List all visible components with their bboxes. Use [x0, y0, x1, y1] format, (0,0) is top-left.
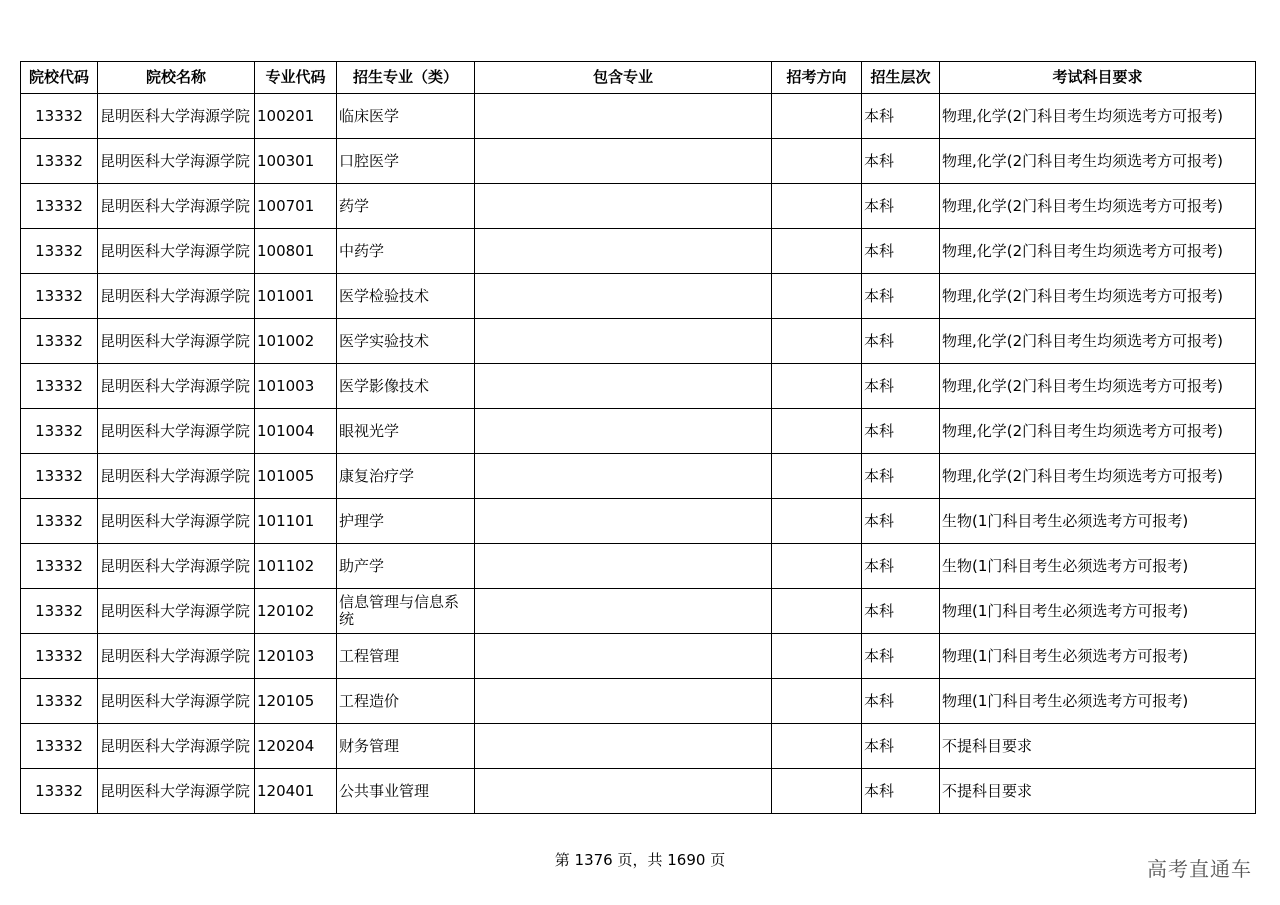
- cell-school-code: 13332: [21, 634, 98, 679]
- table-row: [21, 724, 1256, 769]
- table-row: [21, 634, 1256, 679]
- cell-major-code: 101003: [255, 364, 337, 409]
- table-row: [21, 544, 1256, 589]
- cell-direction: [772, 94, 862, 139]
- cell-level: 本科: [862, 724, 940, 769]
- cell-major: 护理学: [337, 499, 475, 544]
- cell-major: 财务管理: [337, 724, 475, 769]
- header-included-majors: 包含专业: [475, 62, 772, 94]
- cell-included-majors: [475, 589, 772, 634]
- cell-major-code: 120102: [255, 589, 337, 634]
- cell-direction: [772, 364, 862, 409]
- cell-school-code: 13332: [21, 544, 98, 589]
- cell-major: 医学检验技术: [337, 274, 475, 319]
- cell-major-code: 101002: [255, 319, 337, 364]
- cell-school-name: 昆明医科大学海源学院: [98, 274, 255, 319]
- header-school-name: 院校名称: [98, 62, 255, 94]
- cell-major: 药学: [337, 184, 475, 229]
- cell-school-code: 13332: [21, 274, 98, 319]
- cell-included-majors: [475, 499, 772, 544]
- cell-direction: [772, 274, 862, 319]
- header-row: [21, 62, 1256, 94]
- cell-level: 本科: [862, 454, 940, 499]
- cell-level: 本科: [862, 679, 940, 724]
- cell-school-name: 昆明医科大学海源学院: [98, 319, 255, 364]
- header-school-code: 院校代码: [21, 62, 98, 94]
- admissions-table-container: [20, 61, 1255, 814]
- cell-direction: [772, 769, 862, 814]
- cell-school-name: 昆明医科大学海源学院: [98, 679, 255, 724]
- cell-requirement: 物理,化学(2门科目考生均须选考方可报考): [940, 94, 1256, 139]
- cell-direction: [772, 184, 862, 229]
- table-row: [21, 364, 1256, 409]
- cell-included-majors: [475, 769, 772, 814]
- cell-school-code: 13332: [21, 229, 98, 274]
- header-major-code: 专业代码: [255, 62, 337, 94]
- cell-school-name: 昆明医科大学海源学院: [98, 634, 255, 679]
- table-row: [21, 589, 1256, 634]
- cell-level: 本科: [862, 319, 940, 364]
- cell-included-majors: [475, 94, 772, 139]
- cell-direction: [772, 454, 862, 499]
- cell-requirement: 物理,化学(2门科目考生均须选考方可报考): [940, 409, 1256, 454]
- cell-school-code: 13332: [21, 679, 98, 724]
- cell-major: 工程造价: [337, 679, 475, 724]
- cell-level: 本科: [862, 274, 940, 319]
- cell-level: 本科: [862, 589, 940, 634]
- cell-school-name: 昆明医科大学海源学院: [98, 544, 255, 589]
- header-major: 招生专业（类）: [337, 62, 475, 94]
- table-row: [21, 184, 1256, 229]
- header-requirement: 考试科目要求: [940, 62, 1256, 94]
- cell-major-code: 101005: [255, 454, 337, 499]
- cell-school-code: 13332: [21, 409, 98, 454]
- cell-direction: [772, 724, 862, 769]
- cell-school-name: 昆明医科大学海源学院: [98, 724, 255, 769]
- cell-level: 本科: [862, 229, 940, 274]
- cell-requirement: 物理,化学(2门科目考生均须选考方可报考): [940, 229, 1256, 274]
- cell-direction: [772, 229, 862, 274]
- cell-included-majors: [475, 679, 772, 724]
- cell-level: 本科: [862, 634, 940, 679]
- cell-school-name: 昆明医科大学海源学院: [98, 454, 255, 499]
- cell-requirement: 物理,化学(2门科目考生均须选考方可报考): [940, 139, 1256, 184]
- table-row: [21, 229, 1256, 274]
- cell-level: 本科: [862, 364, 940, 409]
- cell-school-name: 昆明医科大学海源学院: [98, 409, 255, 454]
- cell-major: 口腔医学: [337, 139, 475, 184]
- cell-major: 临床医学: [337, 94, 475, 139]
- cell-major-code: 101001: [255, 274, 337, 319]
- cell-major: 眼视光学: [337, 409, 475, 454]
- cell-included-majors: [475, 409, 772, 454]
- table-row: [21, 94, 1256, 139]
- cell-requirement: 生物(1门科目考生必须选考方可报考): [940, 544, 1256, 589]
- cell-school-name: 昆明医科大学海源学院: [98, 589, 255, 634]
- cell-included-majors: [475, 319, 772, 364]
- cell-school-name: 昆明医科大学海源学院: [98, 139, 255, 184]
- cell-level: 本科: [862, 544, 940, 589]
- table-header: [21, 62, 1256, 94]
- table-row: [21, 319, 1256, 364]
- cell-school-code: 13332: [21, 499, 98, 544]
- table-row: [21, 274, 1256, 319]
- cell-school-name: 昆明医科大学海源学院: [98, 364, 255, 409]
- cell-requirement: 物理,化学(2门科目考生均须选考方可报考): [940, 364, 1256, 409]
- cell-included-majors: [475, 544, 772, 589]
- cell-major-code: 101004: [255, 409, 337, 454]
- cell-major: 工程管理: [337, 634, 475, 679]
- table-body: [21, 94, 1256, 814]
- cell-school-code: 13332: [21, 589, 98, 634]
- cell-major: 助产学: [337, 544, 475, 589]
- cell-requirement: 物理(1门科目考生必须选考方可报考): [940, 589, 1256, 634]
- cell-school-name: 昆明医科大学海源学院: [98, 499, 255, 544]
- cell-major-code: 100301: [255, 139, 337, 184]
- cell-direction: [772, 409, 862, 454]
- cell-included-majors: [475, 184, 772, 229]
- cell-level: 本科: [862, 769, 940, 814]
- cell-school-code: 13332: [21, 319, 98, 364]
- cell-major-code: 100801: [255, 229, 337, 274]
- admissions-table: [20, 61, 1256, 814]
- cell-school-code: 13332: [21, 364, 98, 409]
- cell-school-code: 13332: [21, 139, 98, 184]
- cell-major-code: 120204: [255, 724, 337, 769]
- cell-included-majors: [475, 229, 772, 274]
- cell-requirement: 物理,化学(2门科目考生均须选考方可报考): [940, 184, 1256, 229]
- cell-included-majors: [475, 634, 772, 679]
- cell-major: 医学影像技术: [337, 364, 475, 409]
- cell-requirement: 物理,化学(2门科目考生均须选考方可报考): [940, 319, 1256, 364]
- page-number-text: 第 1376 页，共 1690 页: [554, 851, 726, 869]
- cell-school-name: 昆明医科大学海源学院: [98, 229, 255, 274]
- table-row: [21, 139, 1256, 184]
- cell-included-majors: [475, 364, 772, 409]
- cell-requirement: 不提科目要求: [940, 724, 1256, 769]
- cell-included-majors: [475, 454, 772, 499]
- cell-major-code: 101102: [255, 544, 337, 589]
- cell-direction: [772, 589, 862, 634]
- cell-major-code: 100701: [255, 184, 337, 229]
- cell-requirement: 物理(1门科目考生必须选考方可报考): [940, 679, 1256, 724]
- cell-direction: [772, 544, 862, 589]
- cell-major-code: 120105: [255, 679, 337, 724]
- cell-direction: [772, 634, 862, 679]
- cell-major-code: 120401: [255, 769, 337, 814]
- cell-included-majors: [475, 139, 772, 184]
- cell-requirement: 物理,化学(2门科目考生均须选考方可报考): [940, 454, 1256, 499]
- cell-major: 医学实验技术: [337, 319, 475, 364]
- cell-level: 本科: [862, 409, 940, 454]
- cell-school-code: 13332: [21, 724, 98, 769]
- table-row: [21, 769, 1256, 814]
- cell-direction: [772, 499, 862, 544]
- cell-major-code: 101101: [255, 499, 337, 544]
- cell-school-code: 13332: [21, 454, 98, 499]
- page-footer: [0, 849, 1280, 870]
- cell-school-name: 昆明医科大学海源学院: [98, 94, 255, 139]
- cell-requirement: 物理,化学(2门科目考生均须选考方可报考): [940, 274, 1256, 319]
- cell-school-code: 13332: [21, 94, 98, 139]
- cell-level: 本科: [862, 499, 940, 544]
- cell-included-majors: [475, 724, 772, 769]
- cell-requirement: 生物(1门科目考生必须选考方可报考): [940, 499, 1256, 544]
- table-row: [21, 454, 1256, 499]
- cell-direction: [772, 679, 862, 724]
- cell-major-code: 120103: [255, 634, 337, 679]
- cell-level: 本科: [862, 184, 940, 229]
- cell-school-name: 昆明医科大学海源学院: [98, 184, 255, 229]
- cell-level: 本科: [862, 139, 940, 184]
- cell-requirement: 物理(1门科目考生必须选考方可报考): [940, 634, 1256, 679]
- cell-included-majors: [475, 274, 772, 319]
- cell-requirement: 不提科目要求: [940, 769, 1256, 814]
- cell-school-code: 13332: [21, 184, 98, 229]
- cell-direction: [772, 139, 862, 184]
- cell-direction: [772, 319, 862, 364]
- table-row: [21, 409, 1256, 454]
- cell-major: 中药学: [337, 229, 475, 274]
- cell-school-code: 13332: [21, 769, 98, 814]
- cell-major: 康复治疗学: [337, 454, 475, 499]
- table-row: [21, 499, 1256, 544]
- cell-major-code: 100201: [255, 94, 337, 139]
- watermark-text: 高考直通车: [1147, 857, 1252, 881]
- cell-major: 信息管理与信息系统: [337, 589, 475, 634]
- cell-level: 本科: [862, 94, 940, 139]
- cell-major: 公共事业管理: [337, 769, 475, 814]
- table-row: [21, 679, 1256, 724]
- cell-school-name: 昆明医科大学海源学院: [98, 769, 255, 814]
- header-level: 招生层次: [862, 62, 940, 94]
- header-direction: 招考方向: [772, 62, 862, 94]
